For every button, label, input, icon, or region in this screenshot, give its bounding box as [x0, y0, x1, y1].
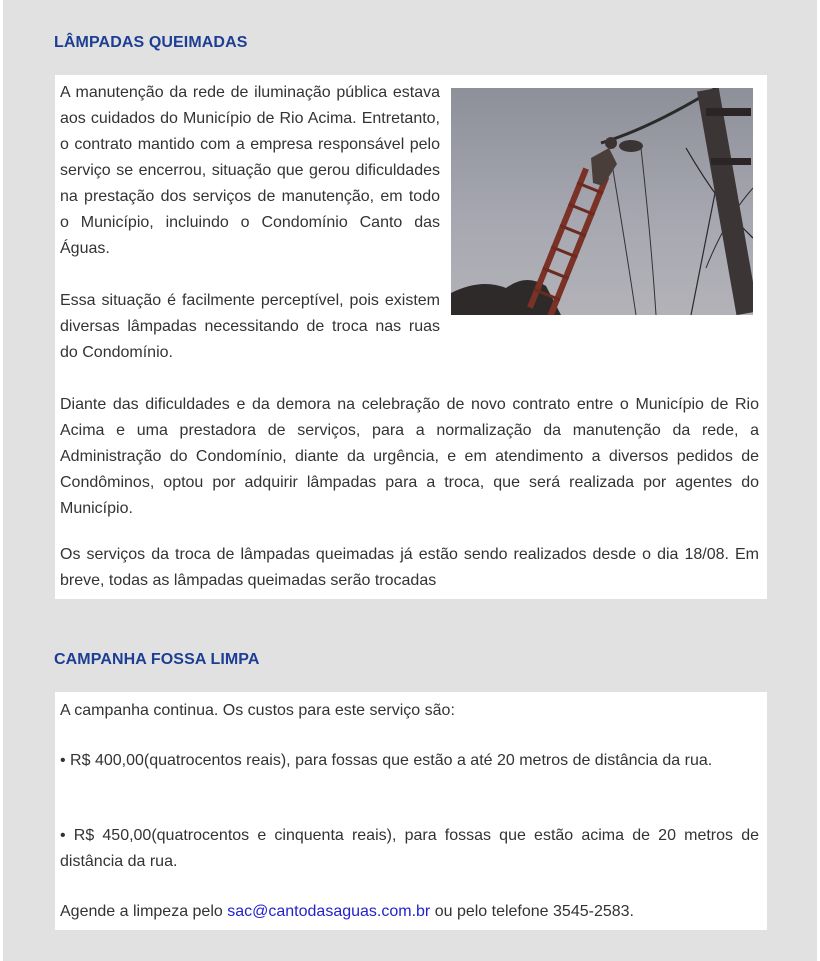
lampadas-paragraph-3: Diante das dificuldades e da demora na celebração de novo contrato entre o Município de Rio Acima e uma prestadora de serviços, para a normalização da manutenção da rede, a Administração do Condomínio, diante da urgência, e em atendimento a diversos pedidos de Condôminos, optou por adquirir lâmpadas para a troca, que será realizada por agentes do Município.	[60, 396, 759, 517]
fossa-intro: A campanha continua. Os custos para este serviço são:	[60, 702, 455, 719]
page-background	[3, 0, 817, 961]
street-light-photo-image	[451, 88, 753, 315]
fossa-price-item-2: • R$ 450,00(quatrocentos e cinquenta reais), para fossas que estão acima de 20 metros de distância da rua.	[60, 827, 759, 870]
fossa-contact	[60, 899, 759, 925]
lampadas-paragraph-2: Essa situação é facilmente perceptível, pois existem diversas lâmpadas necessitando de troca nas ruas do Condomínio.	[60, 292, 440, 361]
fossa-price-item-1: • R$ 400,00(quatrocentos reais), para fossas que estão a até 20 metros de distância da rua.	[60, 752, 713, 769]
fossa-card	[55, 692, 767, 930]
street-light-photo	[451, 88, 753, 315]
lampadas-paragraph-1: A manutenção da rede de iluminação pública estava aos cuidados do Município de Rio Acima. Entretanto, o contrato mantido com a empresa responsável pelo serviço se encerrou, situação que gerou dificuldades na prestação dos serviços de manutenção, em todo o Município, incluindo o Condomínio Canto das Águas.	[60, 84, 440, 257]
lampadas-paragraph-4: Os serviços da troca de lâmpadas queimadas já estão sendo realizados desde o dia 18/08. Em breve, todas as lâmpadas queimadas serão trocadas	[60, 546, 759, 589]
lampadas-card	[55, 75, 767, 599]
contact-prefix-text: Agende a limpeza pelo	[60, 903, 228, 920]
contact-suffix-text: ou pelo telefone 3545-2583.	[430, 903, 634, 920]
section-title-lampadas: LÂMPADAS QUEIMADAS	[54, 34, 248, 51]
section-title-fossa: CAMPANHA FOSSA LIMPA	[54, 651, 260, 668]
contact-email-link[interactable]: sac@cantodasaguas.com.br	[227, 903, 431, 920]
